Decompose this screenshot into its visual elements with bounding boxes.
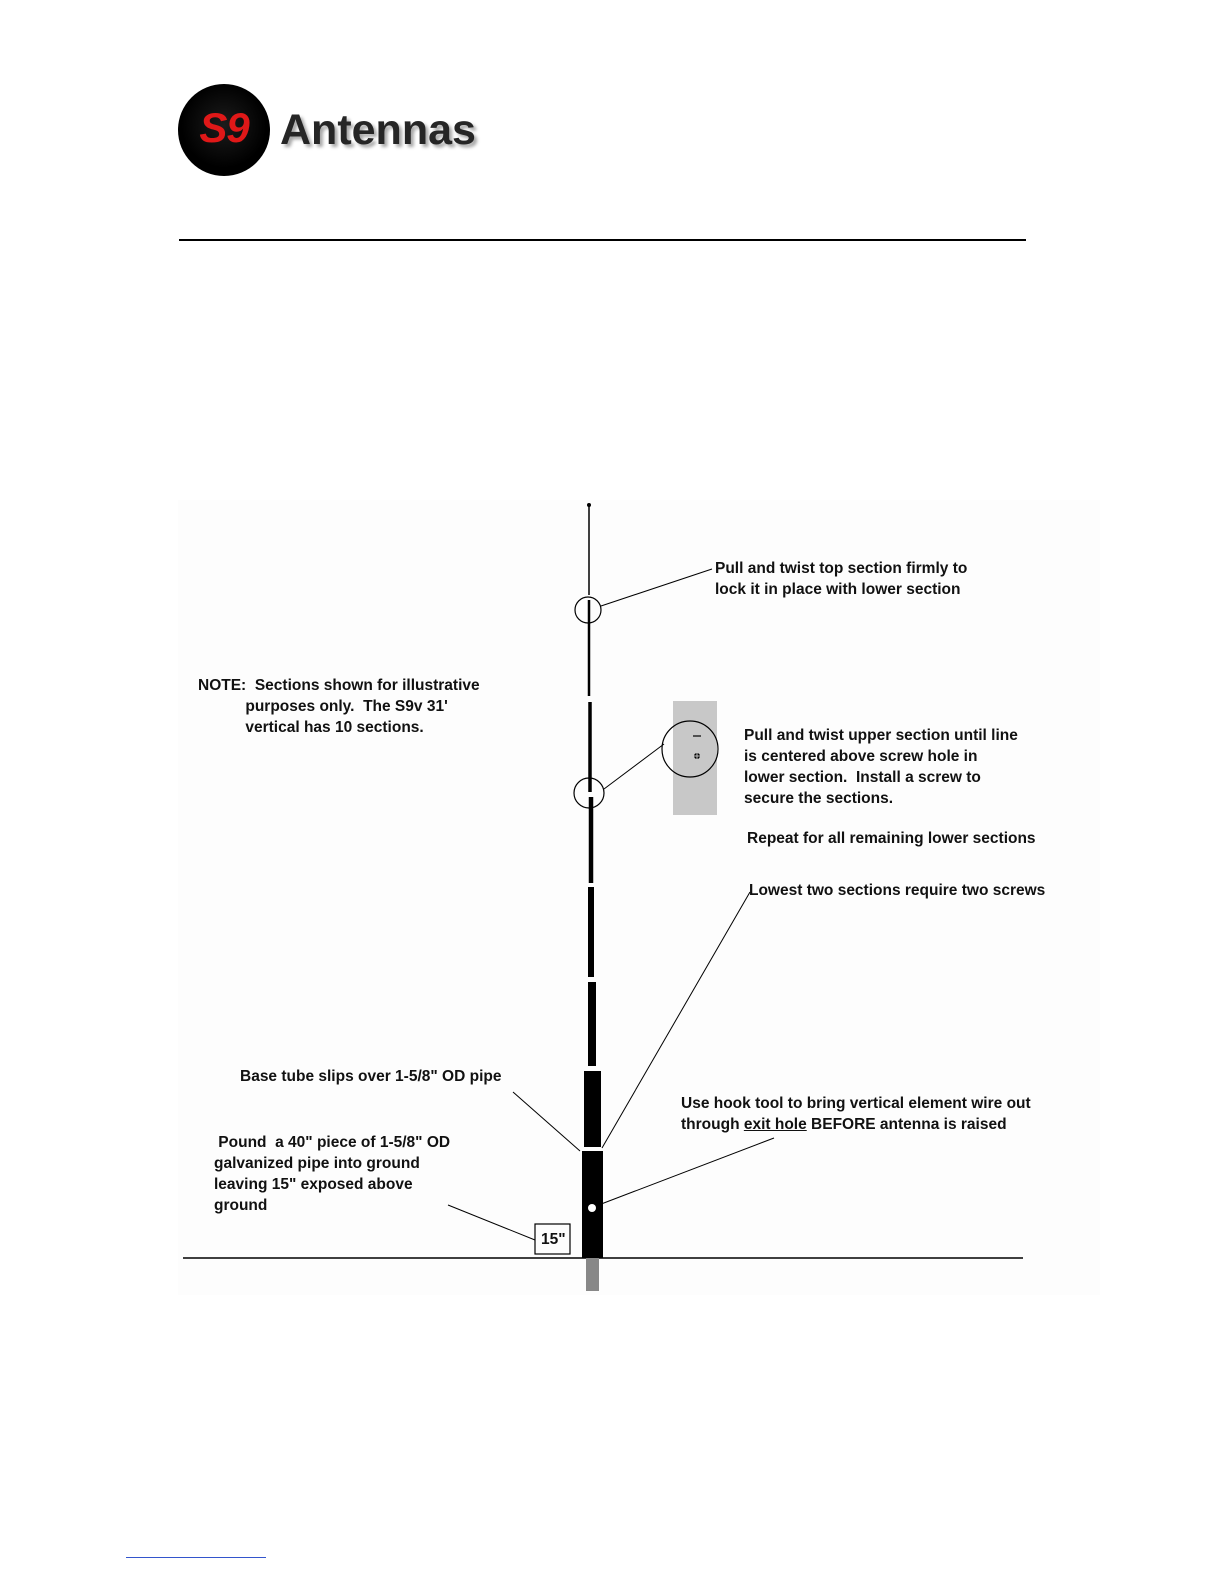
callout-lowest-two: Lowest two sections require two screws [749,882,1046,899]
hook-tool-line-1: Use hook tool to bring vertical element wire out [681,1095,1031,1112]
leader-upper-section [604,744,664,789]
exit-hole [588,1204,596,1212]
callout-pound-pipe: Pound a 40" piece of 1-5/8" OD galvanized pipe into ground leaving 15" exposed above ground [214,1134,451,1214]
header-divider [179,239,1026,241]
antenna-installation-diagram [178,500,1100,1295]
callout-top-section: Pull and twist top section firmly to lock it in place with lower section [715,560,968,598]
callout-repeat: Repeat for all remaining lower sections [747,830,1036,847]
footnote-separator [126,1557,266,1558]
s9-antennas-logo [178,84,478,180]
leader-base-tube [513,1092,580,1151]
hook-tool-suffix: BEFORE antenna is raised [806,1116,1007,1133]
leader-top-section [601,569,712,606]
logo-wordmark: Antennas [280,106,476,154]
logo-mark: S9 [199,104,249,151]
callout-upper-section: Pull and twist upper section until line is centered above screw hole in lower section. Install a screw to secure the sections. [744,727,1018,807]
leader-exit-hole [596,1138,774,1206]
leader-pound-pipe [448,1205,535,1240]
callout-base-tube: Base tube slips over 1-5/8" OD pipe [240,1068,502,1085]
exit-hole-label: exit hole [743,1116,807,1133]
dimension-label: 15" [541,1231,566,1248]
callout-note: NOTE: Sections shown for illustrative purposes only. The S9v 31' vertical has 10 sections. [198,677,480,736]
hook-tool-prefix: through [681,1116,744,1133]
callout-hook-tool [681,1093,1031,1135]
antenna-section-7 [584,1071,601,1147]
